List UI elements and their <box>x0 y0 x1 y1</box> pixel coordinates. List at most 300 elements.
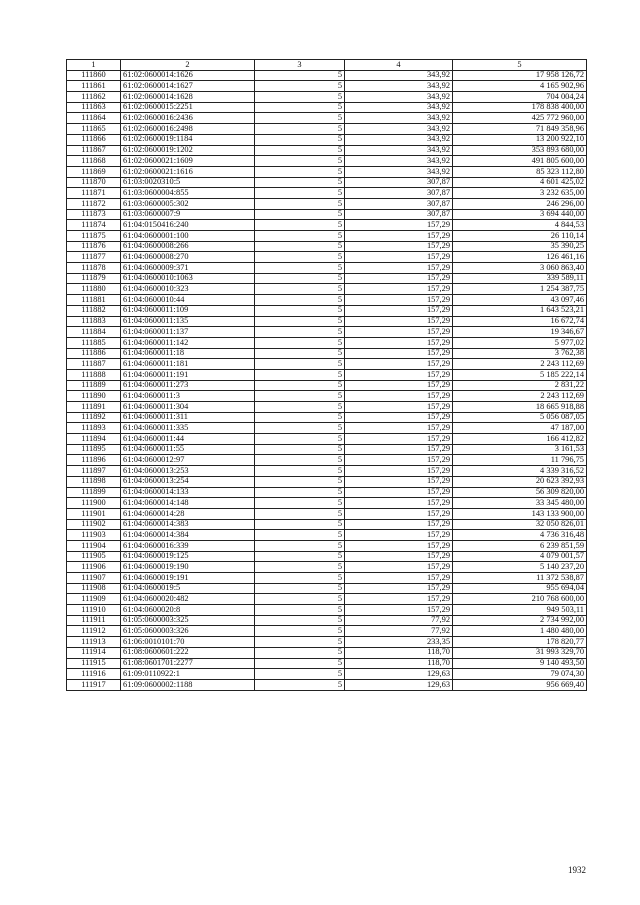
column-5-cell: 339 589,11 <box>453 273 587 284</box>
column-5-cell: 47 187,00 <box>453 423 587 434</box>
row-number-cell: 111905 <box>67 551 121 562</box>
column-3-cell: 5 <box>255 487 345 498</box>
table-row <box>67 455 587 466</box>
column-5-cell: 425 772 960,00 <box>453 113 587 124</box>
table-row <box>67 198 587 209</box>
table-row <box>67 209 587 220</box>
row-number-cell: 111904 <box>67 540 121 551</box>
column-4-cell: 157,29 <box>345 359 453 370</box>
column-3-cell: 5 <box>255 423 345 434</box>
column-3-cell: 5 <box>255 134 345 145</box>
column-3-cell: 5 <box>255 679 345 690</box>
cadastral-number-cell: 61:04:0600011:137 <box>121 327 255 338</box>
cadastral-number-cell: 61:04:0600019:191 <box>121 573 255 584</box>
table-row <box>67 156 587 167</box>
table-row <box>67 337 587 348</box>
column-3-cell: 5 <box>255 166 345 177</box>
page-number: 1932 <box>568 865 586 875</box>
table-row <box>67 669 587 680</box>
column-3-cell: 5 <box>255 327 345 338</box>
cadastral-number-cell: 61:04:0600020:482 <box>121 594 255 605</box>
cadastral-number-cell: 61:04:0600010:323 <box>121 284 255 295</box>
table-row <box>67 423 587 434</box>
row-number-cell: 111902 <box>67 519 121 530</box>
column-4-cell: 157,29 <box>345 402 453 413</box>
table-row <box>67 241 587 252</box>
column-5-cell: 6 239 851,59 <box>453 540 587 551</box>
column-3-cell: 5 <box>255 551 345 562</box>
row-number-cell: 111889 <box>67 380 121 391</box>
column-3-cell: 5 <box>255 92 345 103</box>
column-5-cell: 4 736 316,48 <box>453 530 587 541</box>
table-header-row <box>67 60 587 71</box>
row-number-cell: 111882 <box>67 305 121 316</box>
table-row <box>67 551 587 562</box>
table-row <box>67 412 587 423</box>
column-5-cell: 3 694 440,00 <box>453 209 587 220</box>
column-4-cell: 157,29 <box>345 487 453 498</box>
column-4-cell: 157,29 <box>345 434 453 445</box>
cadastral-number-cell: 61:03:0600007:9 <box>121 209 255 220</box>
column-5-cell: 19 346,67 <box>453 327 587 338</box>
column-3-cell: 5 <box>255 391 345 402</box>
row-number-cell: 111896 <box>67 455 121 466</box>
cadastral-number-cell: 61:04:0600011:181 <box>121 359 255 370</box>
table-row <box>67 273 587 284</box>
cadastral-number-cell: 61:04:0600013:254 <box>121 476 255 487</box>
row-number-cell: 111863 <box>67 102 121 113</box>
cadastral-number-cell: 61:04:0600009:371 <box>121 263 255 274</box>
column-3-cell: 5 <box>255 359 345 370</box>
table-row <box>67 402 587 413</box>
column-5-cell: 491 805 600,00 <box>453 156 587 167</box>
column-5-cell: 2 243 112,69 <box>453 359 587 370</box>
column-5-cell: 4 165 902,96 <box>453 81 587 92</box>
row-number-cell: 111892 <box>67 412 121 423</box>
column-3-cell: 5 <box>255 231 345 242</box>
column-3-cell: 5 <box>255 594 345 605</box>
cadastral-number-cell: 61:04:0600013:253 <box>121 466 255 477</box>
row-number-cell: 111914 <box>67 647 121 658</box>
row-number-cell: 111891 <box>67 402 121 413</box>
cadastral-number-cell: 61:04:0600011:191 <box>121 369 255 380</box>
cadastral-number-cell: 61:04:0600011:273 <box>121 380 255 391</box>
column-4-cell: 157,29 <box>345 369 453 380</box>
column-5-cell: 5 056 087,05 <box>453 412 587 423</box>
column-4-cell: 157,29 <box>345 295 453 306</box>
data-table <box>66 59 587 691</box>
column-4-cell: 157,29 <box>345 540 453 551</box>
column-3-cell: 5 <box>255 241 345 252</box>
cadastral-number-cell: 61:04:0600012:97 <box>121 455 255 466</box>
column-3-cell: 5 <box>255 198 345 209</box>
column-5-cell: 56 309 820,00 <box>453 487 587 498</box>
table-row <box>67 284 587 295</box>
column-5-cell: 210 768 600,00 <box>453 594 587 605</box>
table-row <box>67 498 587 509</box>
cadastral-number-cell: 61:04:0600011:3 <box>121 391 255 402</box>
row-number-cell: 111909 <box>67 594 121 605</box>
column-header: 4 <box>345 60 453 71</box>
column-5-cell: 3 161,53 <box>453 444 587 455</box>
column-4-cell: 343,92 <box>345 70 453 81</box>
column-4-cell: 157,29 <box>345 573 453 584</box>
column-3-cell: 5 <box>255 647 345 658</box>
table-row <box>67 679 587 690</box>
cadastral-number-cell: 61:04:0600001:100 <box>121 231 255 242</box>
table-row <box>67 124 587 135</box>
row-number-cell: 111900 <box>67 498 121 509</box>
table-row <box>67 519 587 530</box>
column-3-cell: 5 <box>255 498 345 509</box>
row-number-cell: 111880 <box>67 284 121 295</box>
column-5-cell: 5 185 222,14 <box>453 369 587 380</box>
column-3-cell: 5 <box>255 273 345 284</box>
row-number-cell: 111899 <box>67 487 121 498</box>
column-4-cell: 157,29 <box>345 348 453 359</box>
cadastral-number-cell: 61:04:0600011:335 <box>121 423 255 434</box>
column-4-cell: 77,92 <box>345 615 453 626</box>
table-row <box>67 231 587 242</box>
cadastral-number-cell: 61:02:0600019:1184 <box>121 134 255 145</box>
column-5-cell: 2 243 112,69 <box>453 391 587 402</box>
column-4-cell: 307,87 <box>345 209 453 220</box>
table-row <box>67 583 587 594</box>
row-number-cell: 111861 <box>67 81 121 92</box>
column-3-cell: 5 <box>255 476 345 487</box>
row-number-cell: 111906 <box>67 562 121 573</box>
table-row <box>67 92 587 103</box>
column-5-cell: 2 831,22 <box>453 380 587 391</box>
cadastral-number-cell: 61:04:0600011:55 <box>121 444 255 455</box>
column-4-cell: 343,92 <box>345 92 453 103</box>
cadastral-number-cell: 61:02:0600015:2251 <box>121 102 255 113</box>
table-row <box>67 177 587 188</box>
row-number-cell: 111879 <box>67 273 121 284</box>
cadastral-number-cell: 61:02:0600014:1628 <box>121 92 255 103</box>
column-5-cell: 353 893 680,00 <box>453 145 587 156</box>
column-4-cell: 307,87 <box>345 188 453 199</box>
column-5-cell: 4 844,53 <box>453 220 587 231</box>
row-number-cell: 111901 <box>67 508 121 519</box>
cadastral-number-cell: 61:09:0600002:1188 <box>121 679 255 690</box>
column-3-cell: 5 <box>255 263 345 274</box>
table-row <box>67 113 587 124</box>
table-row <box>67 540 587 551</box>
column-3-cell: 5 <box>255 583 345 594</box>
column-3-cell: 5 <box>255 637 345 648</box>
column-4-cell: 157,29 <box>345 337 453 348</box>
column-3-cell: 5 <box>255 455 345 466</box>
column-header: 1 <box>67 60 121 71</box>
column-3-cell: 5 <box>255 519 345 530</box>
column-3-cell: 5 <box>255 209 345 220</box>
column-5-cell: 32 050 826,01 <box>453 519 587 530</box>
column-3-cell: 5 <box>255 530 345 541</box>
column-header: 2 <box>121 60 255 71</box>
cadastral-number-cell: 61:02:0600014:1626 <box>121 70 255 81</box>
column-5-cell: 166 412,82 <box>453 434 587 445</box>
column-5-cell: 3 232 635,00 <box>453 188 587 199</box>
column-3-cell: 5 <box>255 252 345 263</box>
table-row <box>67 562 587 573</box>
column-header: 5 <box>453 60 587 71</box>
row-number-cell: 111873 <box>67 209 121 220</box>
table-row <box>67 369 587 380</box>
table-row <box>67 327 587 338</box>
column-4-cell: 157,29 <box>345 508 453 519</box>
column-3-cell: 5 <box>255 380 345 391</box>
cadastral-number-cell: 61:04:0600016:339 <box>121 540 255 551</box>
table-row <box>67 466 587 477</box>
cadastral-number-cell: 61:04:0600008:266 <box>121 241 255 252</box>
cadastral-number-cell: 61:04:0600020:8 <box>121 605 255 616</box>
column-5-cell: 17 958 126,72 <box>453 70 587 81</box>
column-5-cell: 3 060 863,40 <box>453 263 587 274</box>
column-4-cell: 157,29 <box>345 583 453 594</box>
row-number-cell: 111898 <box>67 476 121 487</box>
table-row <box>67 359 587 370</box>
cadastral-number-cell: 61:02:0600016:2498 <box>121 124 255 135</box>
column-4-cell: 157,29 <box>345 594 453 605</box>
column-3-cell: 5 <box>255 508 345 519</box>
column-3-cell: 5 <box>255 177 345 188</box>
row-number-cell: 111893 <box>67 423 121 434</box>
table-row <box>67 434 587 445</box>
column-5-cell: 5 977,02 <box>453 337 587 348</box>
column-5-cell: 246 296,00 <box>453 198 587 209</box>
row-number-cell: 111915 <box>67 658 121 669</box>
column-4-cell: 157,29 <box>345 273 453 284</box>
cadastral-number-cell: 61:04:0600011:18 <box>121 348 255 359</box>
row-number-cell: 111877 <box>67 252 121 263</box>
column-5-cell: 1 643 523,21 <box>453 305 587 316</box>
column-4-cell: 157,29 <box>345 241 453 252</box>
column-5-cell: 126 461,16 <box>453 252 587 263</box>
cadastral-number-cell: 61:08:0600601:222 <box>121 647 255 658</box>
column-5-cell: 956 669,40 <box>453 679 587 690</box>
row-number-cell: 111888 <box>67 369 121 380</box>
column-header: 3 <box>255 60 345 71</box>
table-row <box>67 647 587 658</box>
cadastral-number-cell: 61:04:0600019:190 <box>121 562 255 573</box>
table-row <box>67 316 587 327</box>
column-5-cell: 2 734 992,00 <box>453 615 587 626</box>
cadastral-number-cell: 61:04:0600014:28 <box>121 508 255 519</box>
column-5-cell: 4 601 425,02 <box>453 177 587 188</box>
table-body <box>67 60 587 691</box>
table-row <box>67 380 587 391</box>
row-number-cell: 111870 <box>67 177 121 188</box>
cadastral-number-cell: 61:04:0600014:133 <box>121 487 255 498</box>
row-number-cell: 111890 <box>67 391 121 402</box>
cadastral-number-cell: 61:08:0601701:2277 <box>121 658 255 669</box>
column-5-cell: 79 074,30 <box>453 669 587 680</box>
table-row <box>67 220 587 231</box>
row-number-cell: 111883 <box>67 316 121 327</box>
column-5-cell: 5 140 237,20 <box>453 562 587 573</box>
column-4-cell: 343,92 <box>345 124 453 135</box>
row-number-cell: 111875 <box>67 231 121 242</box>
column-4-cell: 157,29 <box>345 423 453 434</box>
column-4-cell: 157,29 <box>345 444 453 455</box>
row-number-cell: 111916 <box>67 669 121 680</box>
column-3-cell: 5 <box>255 188 345 199</box>
column-3-cell: 5 <box>255 605 345 616</box>
row-number-cell: 111913 <box>67 637 121 648</box>
cadastral-number-cell: 61:03:0020310:5 <box>121 177 255 188</box>
column-5-cell: 3 762,38 <box>453 348 587 359</box>
row-number-cell: 111894 <box>67 434 121 445</box>
column-4-cell: 118,70 <box>345 658 453 669</box>
cadastral-number-cell: 61:02:0600016:2436 <box>121 113 255 124</box>
column-3-cell: 5 <box>255 284 345 295</box>
row-number-cell: 111881 <box>67 295 121 306</box>
row-number-cell: 111878 <box>67 263 121 274</box>
column-3-cell: 5 <box>255 305 345 316</box>
column-3-cell: 5 <box>255 434 345 445</box>
cadastral-number-cell: 61:04:0600010:44 <box>121 295 255 306</box>
cadastral-number-cell: 61:04:0600011:311 <box>121 412 255 423</box>
column-3-cell: 5 <box>255 70 345 81</box>
column-4-cell: 233,35 <box>345 637 453 648</box>
column-4-cell: 343,92 <box>345 134 453 145</box>
column-5-cell: 18 665 918,88 <box>453 402 587 413</box>
table-row <box>67 252 587 263</box>
table-row <box>67 134 587 145</box>
cadastral-number-cell: 61:04:0600011:142 <box>121 337 255 348</box>
column-4-cell: 157,29 <box>345 380 453 391</box>
column-3-cell: 5 <box>255 348 345 359</box>
column-3-cell: 5 <box>255 81 345 92</box>
column-3-cell: 5 <box>255 369 345 380</box>
column-3-cell: 5 <box>255 124 345 135</box>
column-5-cell: 31 993 329,70 <box>453 647 587 658</box>
column-4-cell: 157,29 <box>345 316 453 327</box>
cadastral-number-cell: 61:04:0600019:125 <box>121 551 255 562</box>
column-5-cell: 26 110,14 <box>453 231 587 242</box>
column-3-cell: 5 <box>255 337 345 348</box>
column-5-cell: 43 097,46 <box>453 295 587 306</box>
column-5-cell: 4 079 001,57 <box>453 551 587 562</box>
row-number-cell: 111903 <box>67 530 121 541</box>
column-3-cell: 5 <box>255 113 345 124</box>
table-row <box>67 348 587 359</box>
column-5-cell: 35 390,25 <box>453 241 587 252</box>
table-row <box>67 81 587 92</box>
column-5-cell: 20 623 392,93 <box>453 476 587 487</box>
column-3-cell: 5 <box>255 444 345 455</box>
row-number-cell: 111907 <box>67 573 121 584</box>
row-number-cell: 111917 <box>67 679 121 690</box>
row-number-cell: 111867 <box>67 145 121 156</box>
table-row <box>67 476 587 487</box>
cadastral-number-cell: 61:02:0600021:1609 <box>121 156 255 167</box>
table-row <box>67 166 587 177</box>
column-5-cell: 704 004,24 <box>453 92 587 103</box>
column-4-cell: 157,29 <box>345 466 453 477</box>
cadastral-number-cell: 61:04:0600014:383 <box>121 519 255 530</box>
cadastral-number-cell: 61:04:0600014:384 <box>121 530 255 541</box>
row-number-cell: 111864 <box>67 113 121 124</box>
column-3-cell: 5 <box>255 156 345 167</box>
column-5-cell: 178 820,77 <box>453 637 587 648</box>
column-5-cell: 178 838 400,00 <box>453 102 587 113</box>
column-5-cell: 955 694,04 <box>453 583 587 594</box>
column-5-cell: 143 133 900,00 <box>453 508 587 519</box>
column-5-cell: 85 323 112,80 <box>453 166 587 177</box>
column-4-cell: 343,92 <box>345 166 453 177</box>
column-3-cell: 5 <box>255 540 345 551</box>
column-4-cell: 157,29 <box>345 220 453 231</box>
row-number-cell: 111862 <box>67 92 121 103</box>
column-3-cell: 5 <box>255 626 345 637</box>
column-3-cell: 5 <box>255 615 345 626</box>
column-4-cell: 157,29 <box>345 530 453 541</box>
row-number-cell: 111874 <box>67 220 121 231</box>
row-number-cell: 111887 <box>67 359 121 370</box>
column-3-cell: 5 <box>255 466 345 477</box>
column-4-cell: 77,92 <box>345 626 453 637</box>
column-4-cell: 343,92 <box>345 113 453 124</box>
cadastral-number-cell: 61:09:0110922:1 <box>121 669 255 680</box>
table-row <box>67 70 587 81</box>
cadastral-number-cell: 61:04:0600011:304 <box>121 402 255 413</box>
column-4-cell: 157,29 <box>345 391 453 402</box>
column-4-cell: 157,29 <box>345 327 453 338</box>
row-number-cell: 111872 <box>67 198 121 209</box>
column-4-cell: 343,92 <box>345 145 453 156</box>
column-3-cell: 5 <box>255 412 345 423</box>
table-row <box>67 295 587 306</box>
row-number-cell: 111869 <box>67 166 121 177</box>
column-4-cell: 157,29 <box>345 562 453 573</box>
column-4-cell: 157,29 <box>345 551 453 562</box>
row-number-cell: 111895 <box>67 444 121 455</box>
table-row <box>67 487 587 498</box>
cadastral-number-cell: 61:04:0600019:5 <box>121 583 255 594</box>
row-number-cell: 111884 <box>67 327 121 338</box>
column-4-cell: 157,29 <box>345 412 453 423</box>
column-3-cell: 5 <box>255 658 345 669</box>
column-4-cell: 129,63 <box>345 679 453 690</box>
cadastral-number-cell: 61:04:0600011:135 <box>121 316 255 327</box>
cadastral-number-cell: 61:05:0600003:325 <box>121 615 255 626</box>
row-number-cell: 111860 <box>67 70 121 81</box>
row-number-cell: 111911 <box>67 615 121 626</box>
column-5-cell: 11 372 538,87 <box>453 573 587 584</box>
table-row <box>67 626 587 637</box>
column-4-cell: 157,29 <box>345 263 453 274</box>
column-3-cell: 5 <box>255 562 345 573</box>
cadastral-number-cell: 61:04:0600010:1063 <box>121 273 255 284</box>
row-number-cell: 111871 <box>67 188 121 199</box>
column-4-cell: 157,29 <box>345 498 453 509</box>
column-3-cell: 5 <box>255 102 345 113</box>
column-5-cell: 13 200 922,10 <box>453 134 587 145</box>
row-number-cell: 111876 <box>67 241 121 252</box>
column-5-cell: 1 254 387,75 <box>453 284 587 295</box>
row-number-cell: 111908 <box>67 583 121 594</box>
cadastral-number-cell: 61:04:0600008:270 <box>121 252 255 263</box>
cadastral-number-cell: 61:04:0600011:44 <box>121 434 255 445</box>
cadastral-number-cell: 61:05:0600003:326 <box>121 626 255 637</box>
table-row <box>67 615 587 626</box>
column-4-cell: 157,29 <box>345 605 453 616</box>
column-4-cell: 157,29 <box>345 305 453 316</box>
table-row <box>67 305 587 316</box>
column-4-cell: 157,29 <box>345 455 453 466</box>
